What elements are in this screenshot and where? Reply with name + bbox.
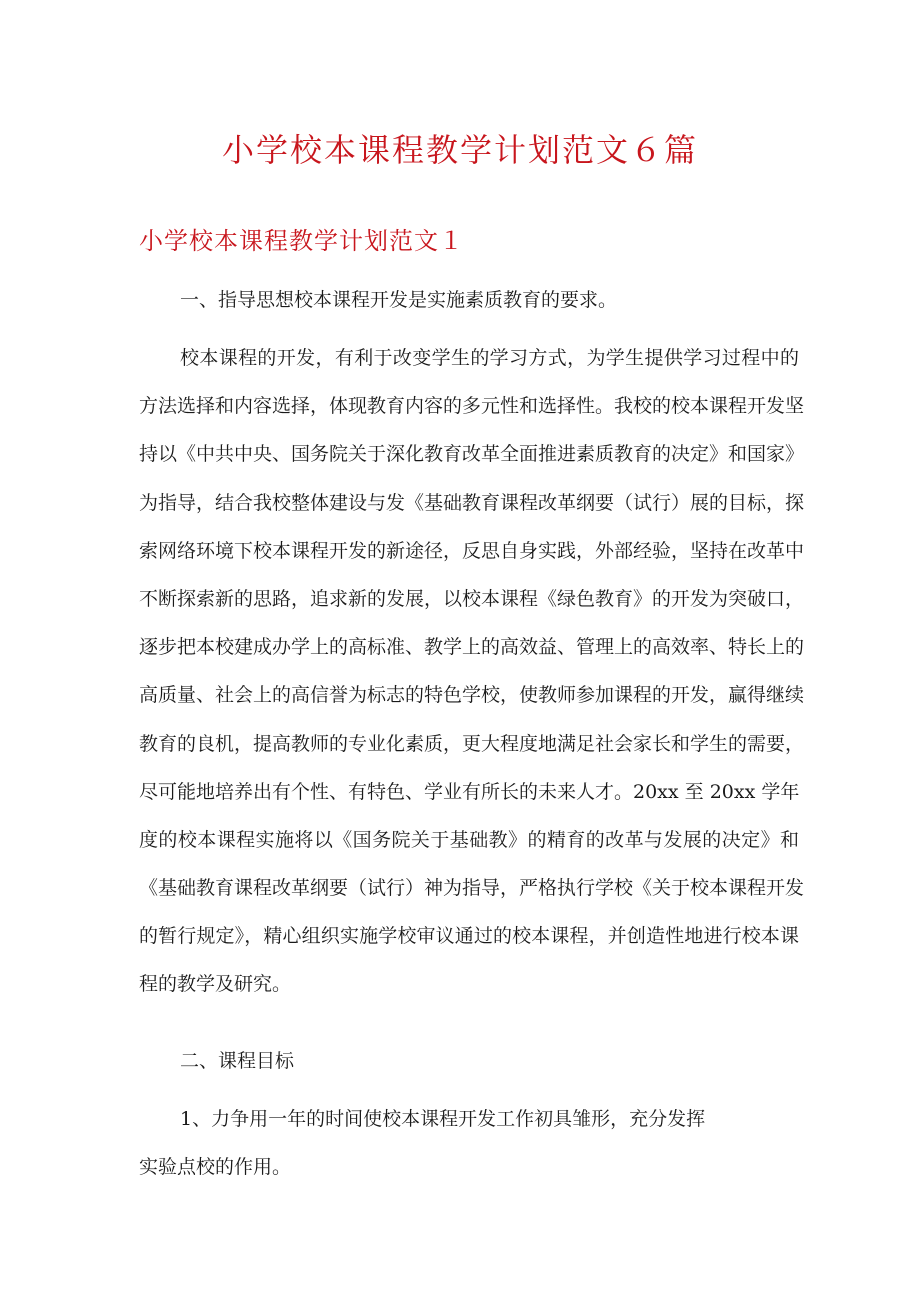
paragraph-line: 程的教学及研究。 [139, 973, 292, 995]
heading-guiding-ideology: 一、指导思想校本课程开发是实施素质教育的要求。 [180, 289, 618, 311]
paragraph-line: 校本课程的开发，有利于改变学生的学习方式，为学生提供学习过程中的 [180, 347, 799, 369]
paragraph-line: 逐步把本校建成办学上的高标准、教学上的高效益、管理上的高效率、特长上的 [139, 636, 805, 658]
paragraph-line: 的暂行规定》，精心组织实施学校审议通过的校本课程，并创造性地进行校本课 [139, 925, 799, 947]
paragraph-line: 持以《中共中央、国务院关于深化教育改革全面推进素质教育的决定》和国家》 [139, 443, 805, 465]
paragraph-line: 《基础教育课程改革纲要（试行）神为指导，严格执行学校《关于校本课程开发 [139, 877, 805, 899]
paragraph-line: 高质量、社会上的高信誉为标志的特色学校，使教师参加课程的开发，赢得继续 [139, 684, 805, 706]
goal-item-line: 实验点校的作用。 [139, 1156, 292, 1178]
paragraph-line: 索网络环境下校本课程开发的新途径，反思自身实践，外部经验，坚持在改革中 [139, 540, 805, 562]
document-title: 小学校本课程教学计划范文６篇 [221, 131, 698, 169]
paragraph-line: 方法选择和内容选择，体现教育内容的多元性和选择性。我校的校本课程开发坚 [139, 395, 805, 417]
paragraph-line: 尽可能地培养出有个性、有特色、学业有所长的未来人才。20xx 至 20xx 学年 [139, 781, 800, 803]
paragraph-line: 度的校本课程实施将以《国务院关于基础教》的精育的改革与发展的决定》和 [139, 829, 799, 851]
section-heading: 小学校本课程教学计划范文１ [139, 227, 464, 255]
heading-course-goals: 二、课程目标 [180, 1050, 295, 1072]
paragraph-line: 不断探索新的思路，追求新的发展，以校本课程《绿色教育》的开发为突破口， [139, 588, 805, 610]
goal-item-line: 1、力争用一年的时间使校本课程开发工作初具雏形，充分发挥 [180, 1108, 706, 1130]
paragraph-line: 教育的良机，提高教师的专业化素质，更大程度地满足社会家长和学生的需要， [139, 733, 805, 755]
paragraph-line: 为指导，结合我校整体建设与发《基础教育课程改革纲要（试行）展的目标，探 [139, 492, 805, 514]
